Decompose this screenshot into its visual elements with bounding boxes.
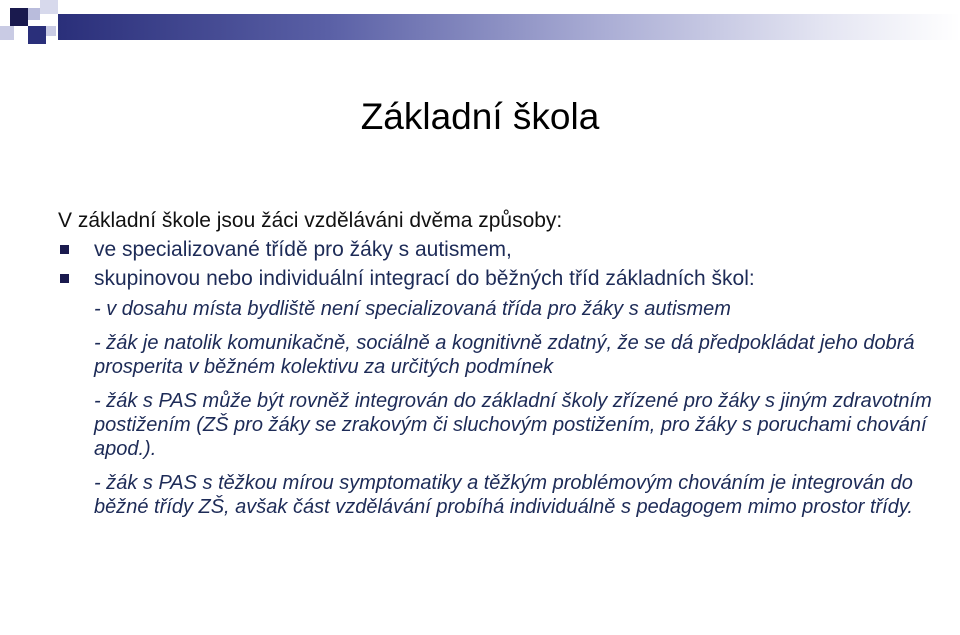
header-square-dark <box>28 26 46 44</box>
sub-item: - v dosahu místa bydliště není specializovaná třída pro žáky s autismem <box>94 298 731 320</box>
list-item <box>58 237 938 262</box>
bullet-text: ve specializované třídě pro žáky s autismem, <box>94 238 512 261</box>
bullet-text: skupinovou nebo individuální integrací do běžných tříd základních škol: <box>94 267 755 290</box>
slide-body <box>58 208 938 529</box>
header-decoration <box>0 0 960 55</box>
header-square-light <box>28 8 40 20</box>
header-square-dark <box>10 8 28 26</box>
list-item <box>58 266 938 291</box>
sub-item: - žák je natolik komunikačně, sociálně a kognitivně zdatný, že se dá předpokládat jeho dobrá prosperita v běžném kolektivu za určitých podmínek <box>94 332 915 378</box>
square-bullet-icon <box>60 274 69 283</box>
sub-item: - žák s PAS s těžkou mírou symptomatiky a těžkým problémovým chováním je integrován do běžné třídy ZŠ, avšak část vzdělávání probíhá individuálně s pedagogem mimo prostor třídy. <box>94 472 913 518</box>
bullet-list <box>58 237 938 291</box>
header-gradient-bar <box>58 14 960 40</box>
header-square-light <box>40 0 58 14</box>
header-square-light <box>46 26 56 36</box>
slide-title: Základní škola <box>360 96 600 137</box>
sub-list <box>94 297 938 519</box>
sub-item: - žák s PAS může být rovněž integrován do základní školy zřízené pro žáky s jiným zdravotním postižením (ZŠ pro žáky se zrakovým či sluchovým postižením, pro žáky s poruchami chování apod.). <box>94 390 932 460</box>
intro-text: V základní škole jsou žáci vzděláváni dvěma způsoby: <box>58 209 563 232</box>
header-square-mid <box>0 26 14 40</box>
square-bullet-icon <box>60 245 69 254</box>
